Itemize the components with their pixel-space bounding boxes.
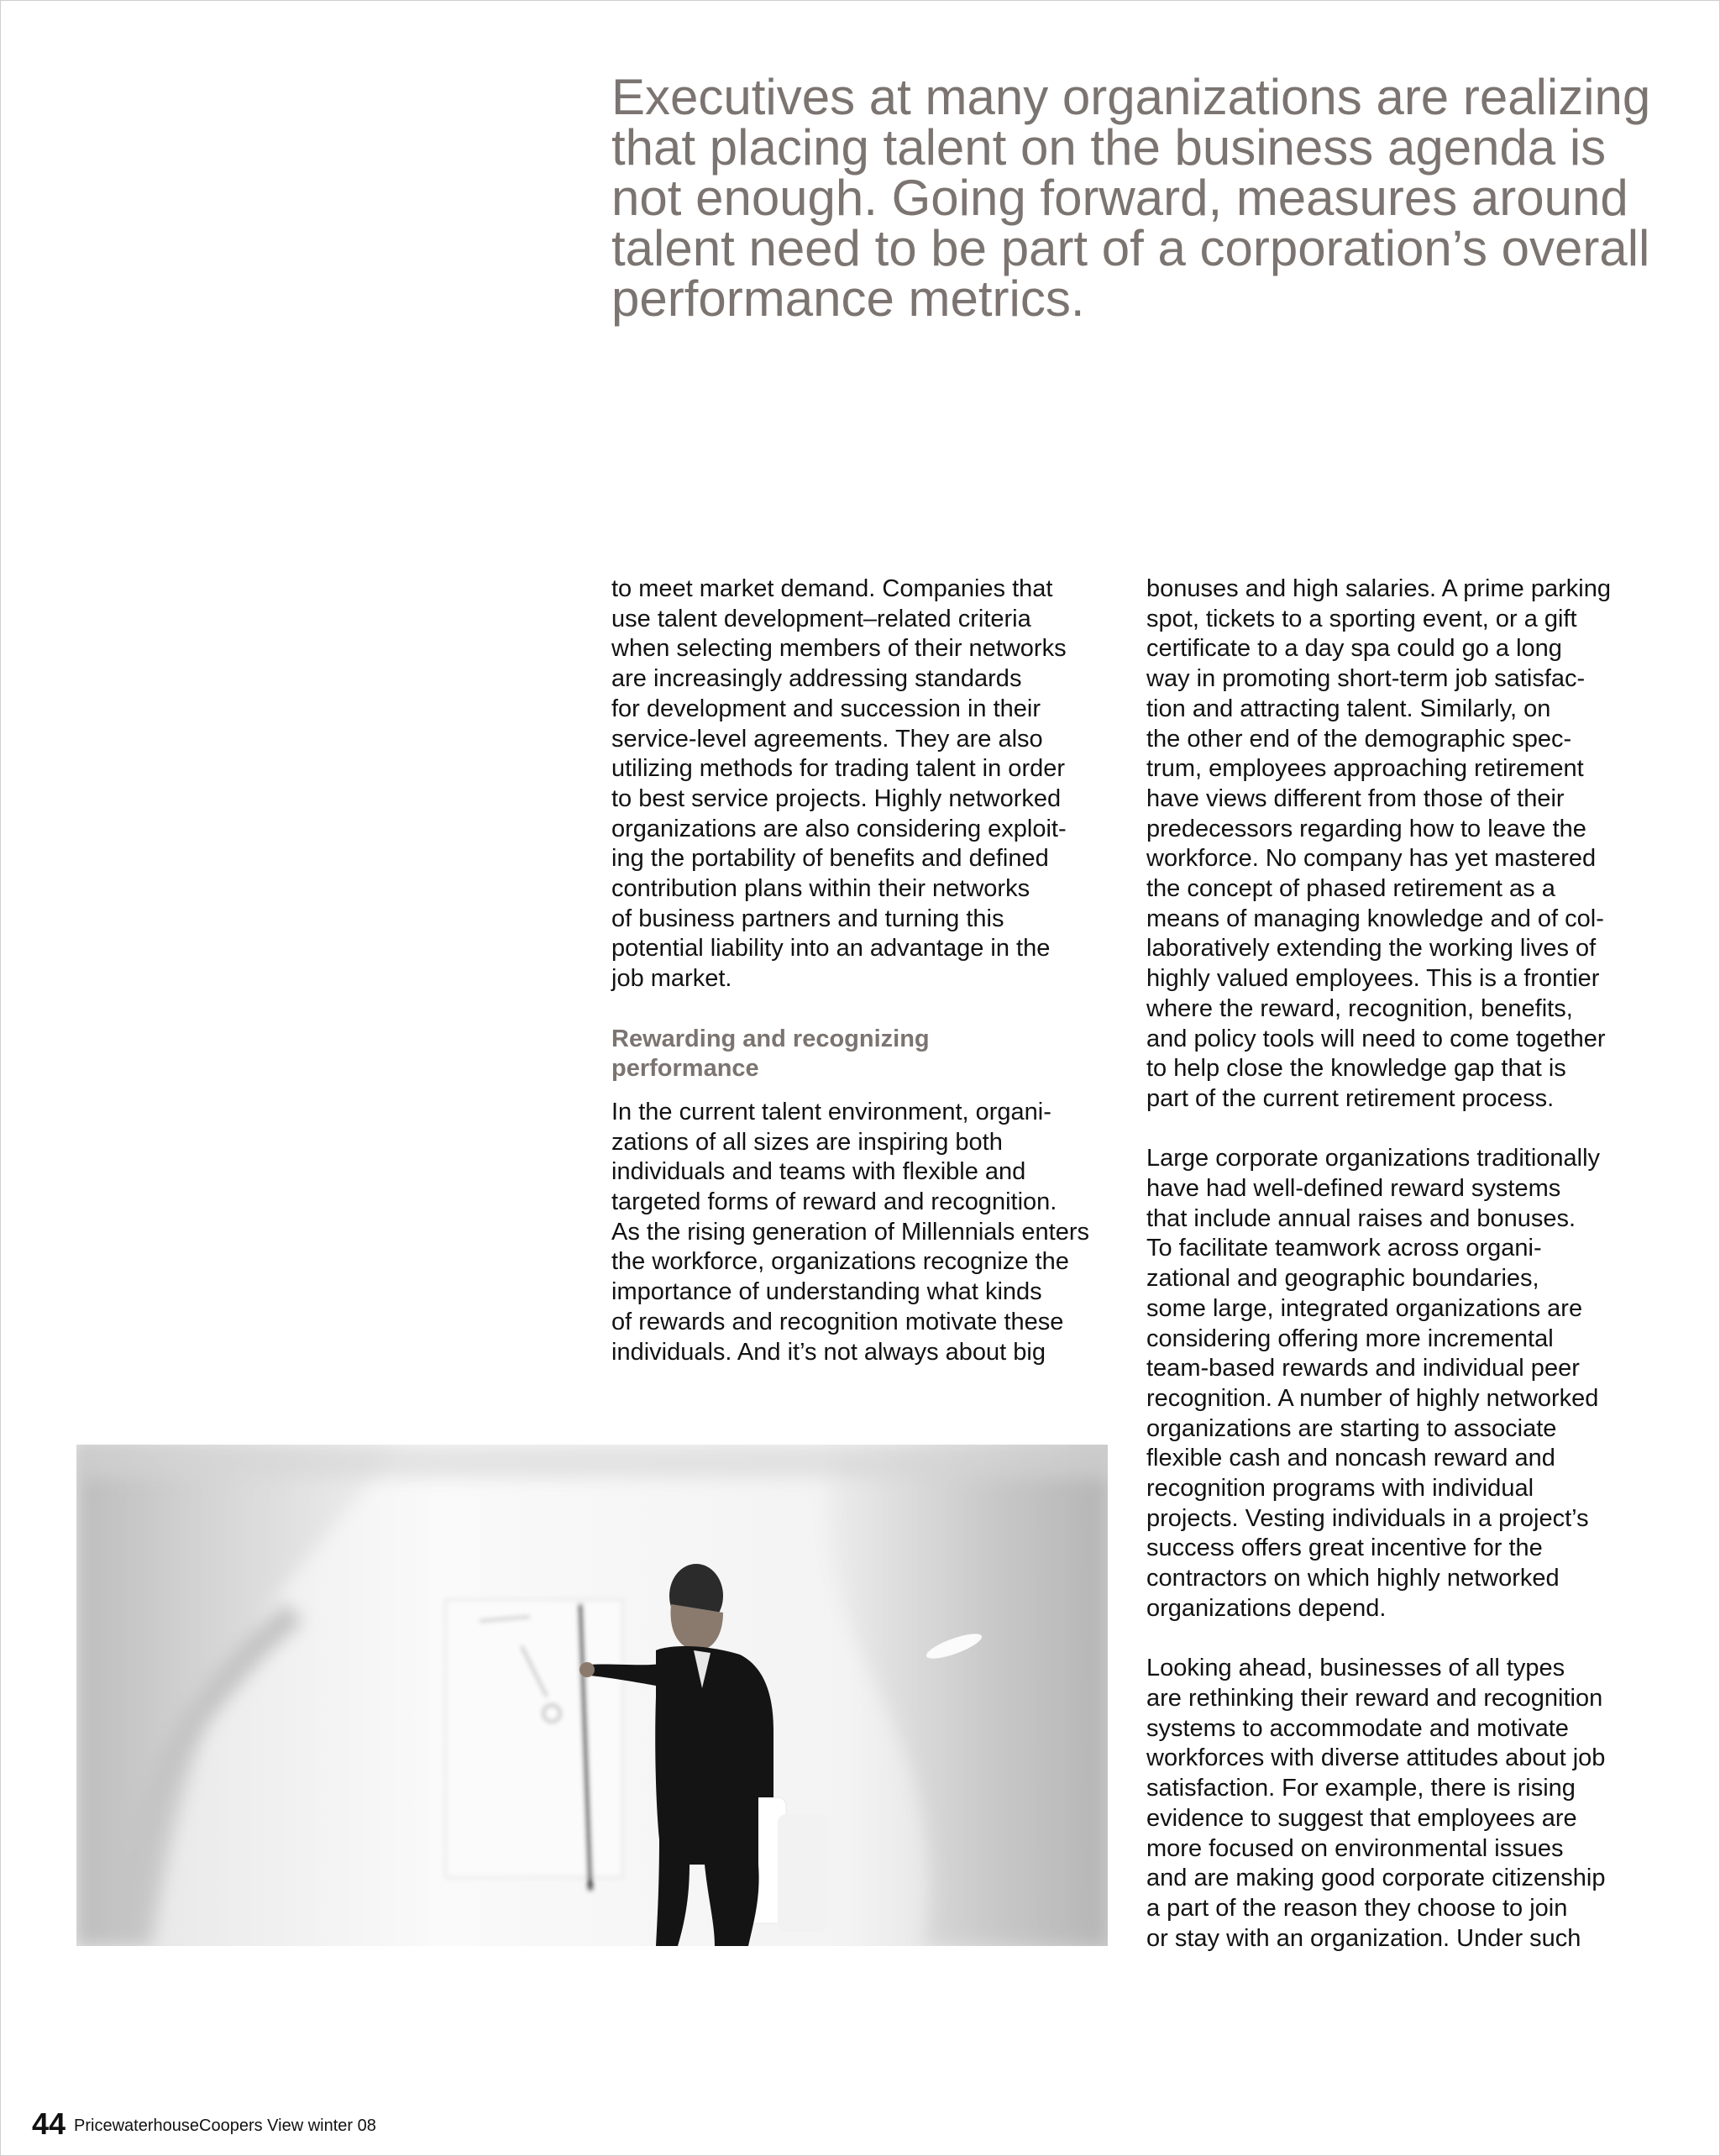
text-line: job market. <box>611 965 732 993</box>
pull-quote-line: that placing talent on the business agenda is <box>611 119 1607 176</box>
heading-line: performance <box>611 1055 759 1083</box>
pull-quote-line: not enough. Going forward, measures around <box>611 170 1628 226</box>
text-line: utilizing methods for trading talent in order <box>611 755 1066 783</box>
publication-name: PricewaterhouseCoopers View winter 08 <box>74 2117 376 2135</box>
text-line: targeted forms of reward and recognition. <box>611 1188 1057 1216</box>
text-line: ing the portability of benefits and defined <box>611 845 1049 873</box>
text-line: systems to accommodate and motivate <box>1146 1714 1569 1742</box>
text-line: individuals. And it’s not always about big <box>611 1338 1046 1366</box>
text-line: to best service projects. Highly networked <box>611 784 1062 812</box>
text-line: highly valued employees. This is a frontier <box>1146 965 1600 993</box>
paragraph <box>611 574 1115 994</box>
text-line: to meet market demand. Companies that <box>611 575 1053 602</box>
text-line: the other end of the demographic spec- <box>1146 725 1572 753</box>
businessman-whiteboard-photo <box>76 1445 1108 1946</box>
text-line: bonuses and high salaries. A prime parking <box>1146 575 1611 602</box>
text-line: workforce. No company has yet mastered <box>1146 845 1597 873</box>
text-line: service-level agreements. They are also <box>611 725 1043 753</box>
text-line: part of the current retirement process. <box>1146 1084 1555 1112</box>
text-line: As the rising generation of Millennials enters <box>611 1218 1090 1246</box>
text-line: organizations are starting to associate <box>1146 1414 1557 1442</box>
text-line: evidence to suggest that employees are <box>1146 1804 1577 1832</box>
text-line: and policy tools will need to come together <box>1146 1025 1606 1052</box>
text-line: zations of all sizes are inspiring both <box>611 1128 1003 1156</box>
pull-quote-line: performance metrics. <box>611 270 1085 327</box>
page-number: 44 <box>32 2106 66 2141</box>
text-line: the workforce, organizations recognize the <box>611 1248 1069 1276</box>
text-line: for development and succession in their <box>611 695 1041 722</box>
paragraph <box>1146 1144 1650 1624</box>
section-heading <box>611 1025 1115 1084</box>
text-line: more focused on environmental issues <box>1146 1834 1564 1862</box>
text-line: considering offering more incremental <box>1146 1325 1554 1352</box>
text-line: trum, employees approaching retirement <box>1146 755 1584 783</box>
text-line: predecessors regarding how to leave the <box>1146 815 1586 842</box>
text-line: individuals and teams with flexible and <box>611 1158 1026 1186</box>
text-line: way in promoting short-term job satisfac- <box>1146 665 1586 693</box>
text-line: or stay with an organization. Under such <box>1146 1924 1581 1952</box>
text-line: potential liability into an advantage in the <box>611 935 1051 963</box>
pull-quote <box>611 69 1661 327</box>
text-line: tion and attracting talent. Similarly, on <box>1146 695 1551 722</box>
text-line: contractors on which highly networked <box>1146 1565 1560 1592</box>
text-line: and are making good corporate citizenship <box>1146 1865 1606 1892</box>
text-line: to help close the knowledge gap that is <box>1146 1055 1566 1083</box>
text-line: spot, tickets to a sporting event, or a gift <box>1146 605 1577 632</box>
text-line: recognition. A number of highly networked <box>1146 1384 1599 1412</box>
paragraph <box>1146 1654 1650 1954</box>
text-line: success offers great incentive for the <box>1146 1534 1543 1562</box>
text-line: some large, integrated organizations are <box>1146 1294 1583 1322</box>
paragraph <box>611 1098 1115 1367</box>
text-line: To facilitate teamwork across organi- <box>1146 1235 1542 1262</box>
text-line: certificate to a day spa could go a long <box>1146 635 1562 663</box>
text-column-right <box>1146 574 1650 1984</box>
pull-quote-line: Executives at many organizations are realizing <box>611 69 1651 125</box>
text-line: organizations are also considering exploit- <box>611 815 1067 842</box>
text-line: of rewards and recognition motivate these <box>611 1308 1064 1335</box>
text-line: team-based rewards and individual peer <box>1146 1355 1580 1382</box>
text-column-left <box>611 574 1115 1398</box>
text-line: are rethinking their reward and recognition <box>1146 1684 1603 1712</box>
text-line: contribution plans within their networks <box>611 875 1030 903</box>
text-line: workforces with diverse attitudes about job <box>1146 1744 1606 1772</box>
text-line: Looking ahead, businesses of all types <box>1146 1655 1565 1682</box>
text-line: recognition programs with individual <box>1146 1475 1534 1503</box>
text-line: when selecting members of their networks <box>611 635 1067 663</box>
text-line: of business partners and turning this <box>611 905 1004 932</box>
text-line: the concept of phased retirement as a <box>1146 875 1555 903</box>
text-line: a part of the reason they choose to join <box>1146 1894 1568 1922</box>
text-line: importance of understanding what kinds <box>611 1278 1042 1306</box>
text-line: have had well-defined reward systems <box>1146 1175 1561 1203</box>
text-line: are increasingly addressing standards <box>611 665 1022 693</box>
text-line: where the reward, recognition, benefits, <box>1146 994 1573 1022</box>
text-line: projects. Vesting individuals in a project’s <box>1146 1504 1589 1532</box>
text-line: In the current talent environment, organi- <box>611 1098 1051 1125</box>
text-line: flexible cash and noncash reward and <box>1146 1445 1555 1472</box>
pull-quote-line: talent need to be part of a corporation’s overall <box>611 220 1650 276</box>
text-line: organizations depend. <box>1146 1594 1387 1622</box>
text-line: Large corporate organizations traditionally <box>1146 1145 1601 1172</box>
text-line: satisfaction. For example, there is rising <box>1146 1775 1576 1802</box>
paragraph <box>1146 574 1650 1115</box>
text-line: means of managing knowledge and of col- <box>1146 905 1604 932</box>
text-line: that include annual raises and bonuses. <box>1146 1204 1576 1232</box>
heading-line: Rewarding and recognizing <box>611 1025 930 1052</box>
text-line: laboratively extending the working lives of <box>1146 935 1597 963</box>
text-line: zational and geographic boundaries, <box>1146 1265 1539 1293</box>
text-line: use talent development–related criteria <box>611 605 1031 632</box>
text-line: have views different from those of their <box>1146 784 1565 812</box>
page-footer <box>32 2106 376 2142</box>
